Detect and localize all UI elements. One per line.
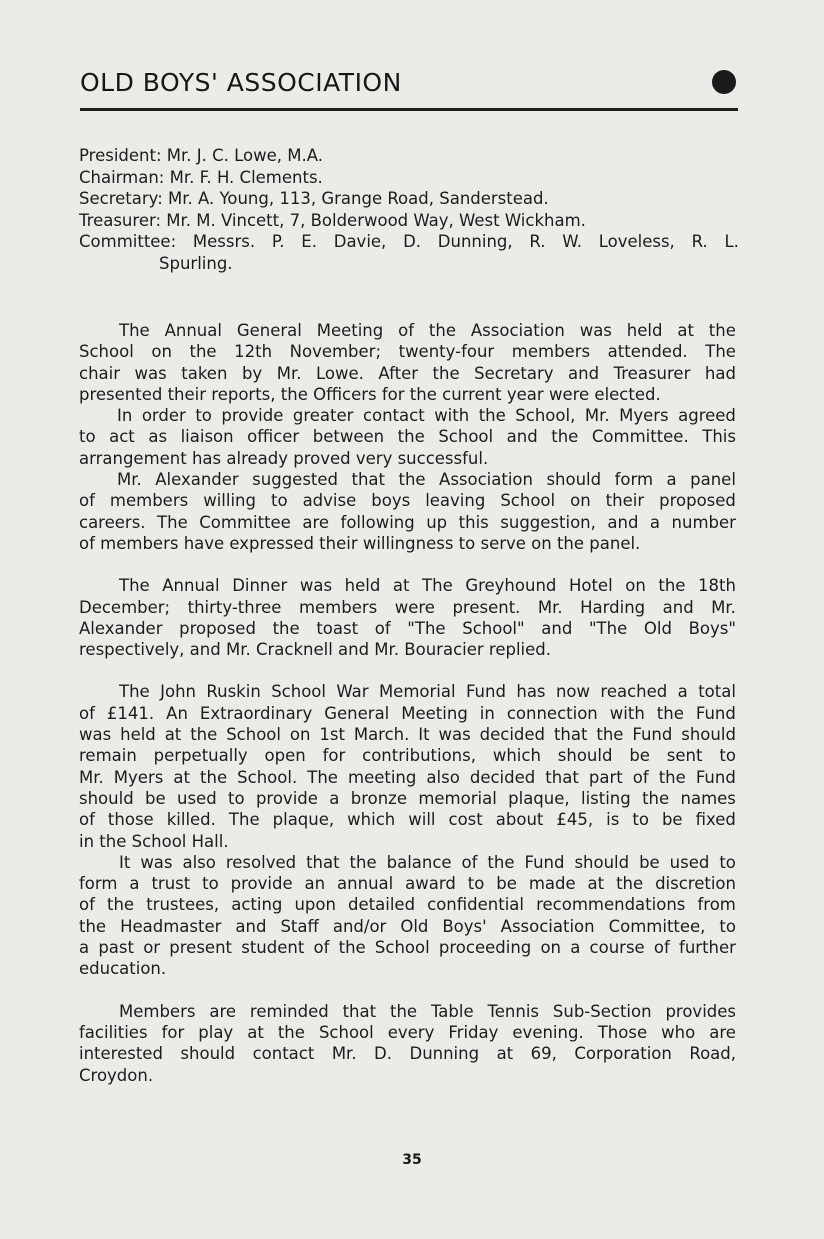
paragraph-trust <box>79 852 736 980</box>
text-line: of the trustees, acting upon detailed confidential recommendations from <box>79 895 736 915</box>
committee-word: L. <box>724 232 739 251</box>
paragraph-memorial-fund <box>79 681 736 851</box>
committee-word: R. <box>691 232 708 251</box>
treasurer-line: Treasurer: Mr. M. Vincett, 7, Bolderwood Way, West Wickham. <box>79 210 586 230</box>
text-line: of those killed. The plaque, which will cost about £45, is to be fixed <box>79 810 736 830</box>
paragraph-dinner <box>79 575 736 660</box>
text-line: Members are reminded that the Table Tennis Sub-Section provides <box>119 1001 736 1021</box>
paragraph-agm <box>79 320 736 405</box>
text-line: education. <box>79 959 167 979</box>
text-line: The John Ruskin School War Memorial Fund has now reached a total <box>119 682 736 702</box>
text-line: remain perpetually open for contributions, which should be sent to <box>79 746 736 766</box>
page-number: 35 <box>402 1152 422 1168</box>
text-line: to act as liaison officer between the School and the Committee. This <box>79 427 736 447</box>
text-line: facilities for play at the School every Friday evening. Those who are <box>79 1022 736 1042</box>
paragraph-liaison <box>79 405 736 469</box>
text-line: a past or present student of the School proceeding on a course of further <box>79 938 736 958</box>
text-line: Mr. Alexander suggested that the Association should form a panel <box>117 470 736 490</box>
text-line: Mr. Myers at the School. The meeting also decided that part of the Fund <box>79 767 736 787</box>
text-line: Alexander proposed the toast of "The School" and "The Old Boys" <box>79 618 736 638</box>
text-line: the Headmaster and Staff and/or Old Boys' Association Committee, to <box>79 916 736 936</box>
text-line: School on the 12th November; twenty-four members attended. The <box>79 342 736 362</box>
committee-word: Committee: <box>79 232 177 251</box>
committee-word: Davie, <box>333 232 387 251</box>
committee-word: Dunning, <box>437 232 513 251</box>
committee-word: D. <box>403 232 422 251</box>
black-dot-icon <box>712 70 736 94</box>
committee-line <box>79 231 739 253</box>
text-line: chair was taken by Mr. Lowe. After the Secretary and Treasurer had <box>79 363 736 383</box>
text-line: was held at the School on 1st March. It was decided that the Fund should <box>79 725 736 745</box>
committee-word: Loveless, <box>598 232 675 251</box>
text-line: The Annual General Meeting of the Association was held at the <box>119 321 736 340</box>
text-line: of members willing to advise boys leaving School on their proposed <box>79 491 736 511</box>
text-line: form a trust to provide an annual award to be made at the discretion <box>79 874 736 894</box>
text-line: In order to provide greater contact with the School, Mr. Myers agreed <box>117 406 736 426</box>
text-line: arrangement has already proved very successful. <box>79 448 489 468</box>
text-line: The Annual Dinner was held at The Greyhound Hotel on the 18th <box>119 576 736 596</box>
text-line: of members have expressed their willingness to serve on the panel. <box>79 533 641 553</box>
chairman-line: Chairman: Mr. F. H. Clements. <box>79 167 323 187</box>
text-line: in the School Hall. <box>79 831 229 851</box>
paragraph-panel <box>79 469 736 554</box>
text-line: presented their reports, the Officers for the current year were elected. <box>79 384 661 404</box>
committee-word: W. <box>562 232 582 251</box>
text-line: It was also resolved that the balance of the Fund should be used to <box>119 852 736 872</box>
president-line: President: Mr. J. C. Lowe, M.A. <box>79 146 323 165</box>
article-body <box>79 320 736 1086</box>
text-line: of £141. An Extraordinary General Meeting in connection with the Fund <box>79 703 736 723</box>
committee-word: Messrs. <box>192 232 256 251</box>
committee-word: E. <box>301 232 317 251</box>
page-title: OLD BOYS' ASSOCIATION <box>80 68 402 97</box>
committee-word: R. <box>529 232 546 251</box>
secretary-line: Secretary: Mr. A. Young, 113, Grange Road, Sanderstead. <box>79 189 549 208</box>
text-line: careers. The Committee are following up this suggestion, and a number <box>79 512 736 532</box>
text-line: respectively, and Mr. Cracknell and Mr. Bouracier replied. <box>79 640 551 660</box>
officers-list <box>79 145 739 274</box>
text-line: December; thirty-three members were present. Mr. Harding and Mr. <box>79 597 736 617</box>
page-header <box>80 66 738 111</box>
committee-word: P. <box>271 232 285 251</box>
text-line: Croydon. <box>79 1065 154 1085</box>
text-line: should be used to provide a bronze memorial plaque, listing the names <box>79 788 736 808</box>
text-line: interested should contact Mr. D. Dunning at 69, Corporation Road, <box>79 1044 736 1064</box>
paragraph-table-tennis <box>79 1001 736 1086</box>
committee-continuation: Spurling. <box>159 253 233 273</box>
